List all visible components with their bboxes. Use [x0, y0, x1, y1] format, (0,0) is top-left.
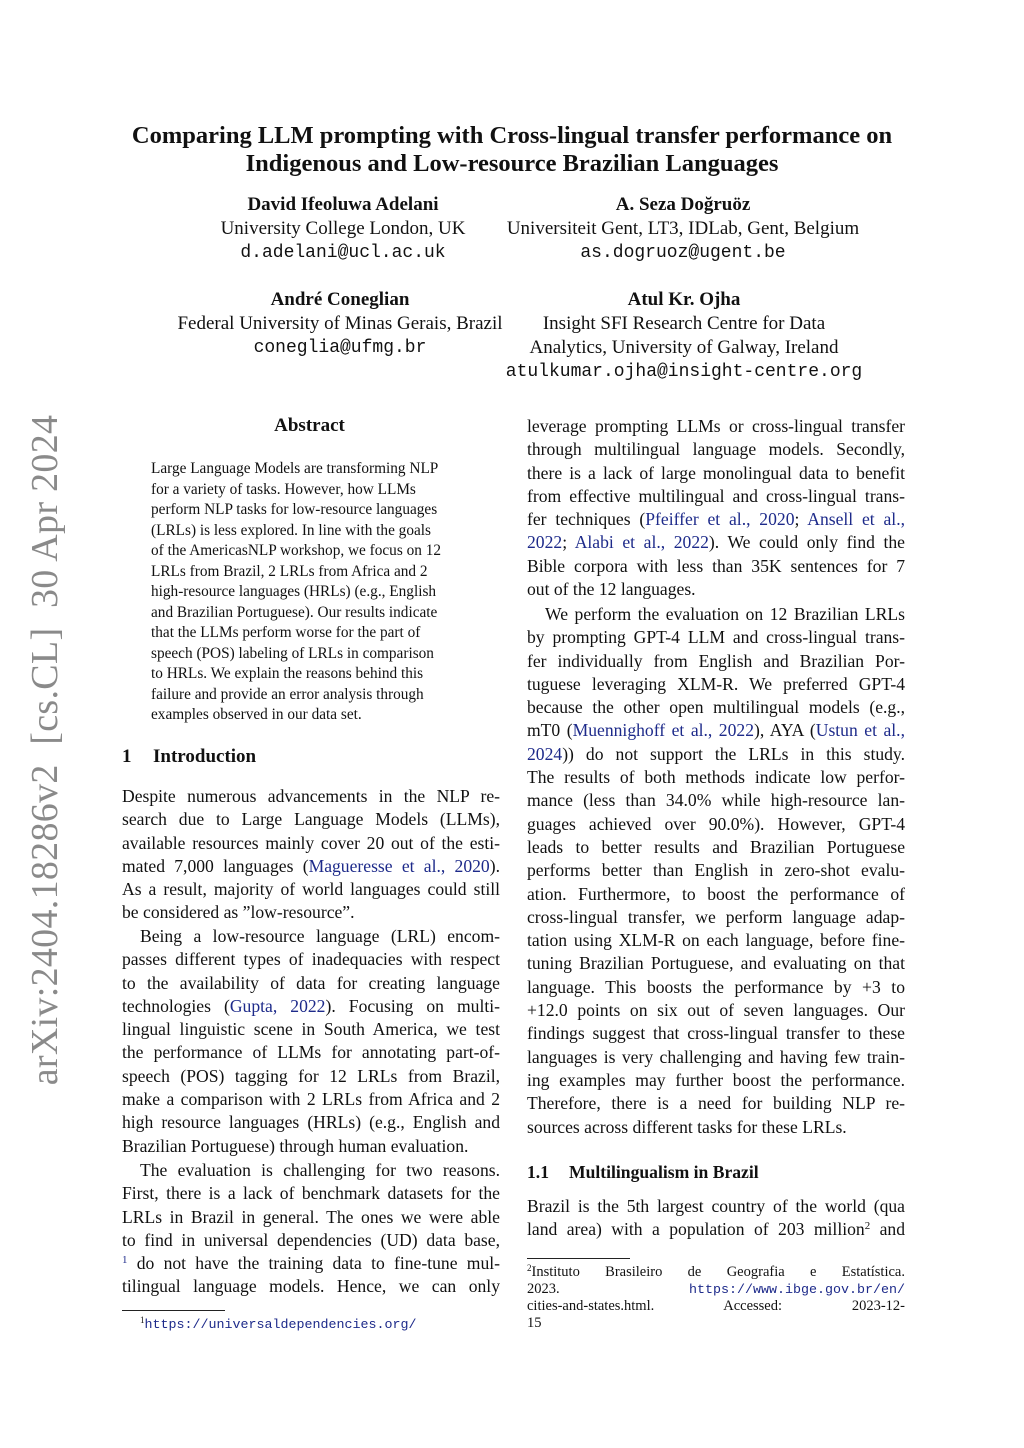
- text-line: tuguese leveraging XLM-R. We preferred GPT-4: [527, 673, 905, 694]
- text-line: leverage prompting LLMs or cross-lingual transfer: [527, 416, 905, 436]
- paper-title: [0, 122, 1024, 178]
- text-line: 15: [527, 1315, 542, 1331]
- text-line: $^1$https://universaldependencies.org/: [140, 1315, 417, 1333]
- url-link[interactable]: https://www.ibge.gov.br/en/: [689, 1283, 905, 1298]
- text-line: out of the 12 languages.: [527, 579, 696, 600]
- author-email[interactable]: as.dogruoz@ugent.be: [580, 243, 786, 263]
- text-line: high resource languages (HRLs) (e.g., English and: [122, 1112, 500, 1133]
- body-paragraph: [527, 415, 905, 601]
- text-line: of the AmericasNLP workshop, we focus on 12: [151, 542, 442, 559]
- intro-paragraph: [122, 925, 500, 1158]
- subsection-number: 1.1: [527, 1162, 549, 1182]
- text-line: for a variety of tasks. However, how LLMs: [151, 480, 416, 498]
- citation-link[interactable]: Magueresse et al., 2020: [308, 855, 490, 876]
- arxiv-stamp: arXiv:2404.18286v2 [cs.CL] 30 Apr 2024: [24, 414, 66, 1086]
- intro-paragraph: [122, 785, 500, 925]
- text-line: Despite numerous advancements in the NLP re-: [122, 786, 500, 806]
- text-line: technologies (Gupta, 2022). Focusing on multi-: [122, 995, 501, 1016]
- section-title: Introduction: [153, 746, 257, 767]
- abstract-heading: Abstract: [274, 415, 345, 436]
- text-line: guages achieved over 90.0%). However, GPT-4: [527, 813, 905, 834]
- text-line: make a comparison with 2 LRLs from Africa and 2: [122, 1089, 500, 1110]
- text-line: and Brazilian Portuguese). Our results indicate: [151, 603, 438, 621]
- footnote-2: [527, 1264, 905, 1332]
- text-line: LRLs in Brazil in general. The ones we were able: [122, 1206, 500, 1227]
- citation-link[interactable]: Gupta, 2022: [229, 995, 326, 1016]
- text-line: $^1$ do not have the training data to fine-tune mul-: [122, 1253, 500, 1274]
- section-heading-introduction: [122, 746, 256, 768]
- text-line: leads to better results and Brazilian Portuguese: [527, 836, 905, 857]
- text-line: speech (POS) tagging for 12 LRLs from Brazil,: [122, 1065, 500, 1086]
- text-line: that the LLMs perform worse for the part of: [151, 624, 421, 641]
- text-line: tilingual language models. Hence, we can only: [122, 1276, 500, 1297]
- author-name: A. Seza Doğruöz: [615, 194, 751, 215]
- citation-link[interactable]: Alabi et al., 2022: [574, 532, 709, 553]
- text-line: there is a lack of large monolingual data to benefit: [527, 462, 905, 483]
- text-line: through multilingual language models. Secondly,: [527, 439, 905, 460]
- citation-link[interactable]: 2024: [527, 743, 563, 764]
- citation-link[interactable]: 1: [122, 1254, 128, 1267]
- text-line: be considered as ”low-resource”.: [122, 902, 355, 923]
- text-line: ation. Furthermore, to boost the performance of: [527, 883, 905, 904]
- text-line: Brazilian Portuguese) through human evaluation.: [122, 1135, 469, 1156]
- text-line: search due to Large Language Models (LLMs),: [122, 809, 500, 830]
- text-line: to HRLs. We explain the reasons behind this: [151, 665, 424, 682]
- text-line: Brazil is the 5th largest country of the world (qua: [527, 1196, 905, 1216]
- author-email[interactable]: d.adelani@ucl.ac.uk: [240, 243, 446, 263]
- author-affiliation: Universiteit Gent, LT3, IDLab, Gent, Belgium: [506, 218, 860, 239]
- author-email[interactable]: atulkumar.ojha@insight-centre.org: [505, 362, 863, 382]
- text-line: +12.0 points on six out of seven languages. Our: [527, 1000, 905, 1021]
- text-line: findings suggest that cross-lingual transfer to these: [527, 1023, 905, 1044]
- citation-link[interactable]: Muennighoff et al., 2022: [572, 720, 754, 741]
- text-line: ing examples may further boost the performance.: [527, 1069, 905, 1090]
- text-line: mance (less than 34.0% while high-resource lan-: [527, 790, 905, 811]
- body-paragraph: [527, 1195, 905, 1242]
- subsection-heading: [527, 1162, 759, 1183]
- text-line: language. This boosts the performance by +3 to: [527, 976, 905, 997]
- text-line: because the other open multilingual models (e.g.,: [527, 697, 905, 718]
- footnote-rule: [122, 1310, 225, 1311]
- text-line: The evaluation is challenging for two reasons.: [140, 1160, 500, 1180]
- url-link[interactable]: https://universaldependencies.org/: [144, 1318, 417, 1333]
- text-line: languages is very challenging and having few train-: [527, 1046, 905, 1067]
- citation-link[interactable]: Ustun et al.,: [815, 720, 905, 741]
- author-block: [470, 288, 898, 384]
- author-name: Atul Kr. Ojha: [627, 289, 741, 310]
- abstract-body: [151, 459, 468, 726]
- text-line: passes different types of inadequacies with respect: [122, 949, 500, 970]
- author-affiliation: Analytics, University of Galway, Ireland: [529, 337, 839, 358]
- citation-link[interactable]: Ansell et al.,: [807, 509, 905, 530]
- text-line: 2024)) do not support the LRLs in this study.: [527, 743, 905, 764]
- author-affiliation: Federal University of Minas Gerais, Brazil: [177, 313, 503, 334]
- text-line: lingual linguistic scene in South America, we test: [122, 1019, 500, 1040]
- text-line: to find in universal dependencies (UD) data base,: [122, 1229, 500, 1250]
- title-line-2: Indigenous and Low-resource Brazilian Languages: [245, 150, 779, 177]
- text-line: examples observed in our data set.: [151, 706, 362, 723]
- text-line: 2023. https://www.ibge.gov.br/en/: [527, 1281, 905, 1298]
- text-line: mT0 (Muennighoff et al., 2022), AYA (Ustun et al.,: [527, 720, 905, 741]
- text-line: The results of both methods indicate low perfor-: [527, 767, 905, 788]
- text-line: performs better than English in zero-shot evalu-: [527, 860, 905, 881]
- author-name: André Coneglian: [270, 289, 410, 310]
- text-line: fer individually from English and Brazilian Por-: [527, 650, 905, 671]
- text-line: tation using XLM-R on each language, before fine-: [527, 930, 905, 951]
- text-line: speech (POS) labeling of LRLs in comparison: [151, 644, 434, 662]
- section-number: 1: [122, 746, 132, 767]
- text-line: available resources mainly cover 20 out of the esti-: [122, 832, 500, 853]
- author-block: [480, 193, 886, 265]
- text-line: cross-lingual transfer, we perform language adap-: [527, 906, 905, 927]
- text-line: (LRLs) is less explored. In line with the goals: [151, 521, 431, 539]
- text-line: sources across different tasks for these LRLs.: [527, 1116, 847, 1137]
- text-line: cities-and-states.html. Accessed: 2023-12-: [527, 1298, 905, 1314]
- author-affiliation: University College London, UK: [220, 218, 466, 239]
- body-paragraph: [527, 603, 905, 1139]
- text-line: the performance of LLMs for annotating part-of-: [122, 1042, 500, 1063]
- text-line: fer techniques (Pfeiffer et al., 2020; Ansell et al.,: [527, 509, 905, 530]
- citation-link[interactable]: Pfeiffer et al., 2020: [645, 509, 795, 530]
- text-line: Therefore, there is a need for building NLP re-: [527, 1093, 905, 1114]
- text-line: high-resource languages (HRLs) (e.g., English: [151, 583, 437, 600]
- author-block: [200, 193, 486, 265]
- text-line: Being a low-resource language (LRL) encom-: [140, 926, 500, 946]
- text-line: $^2$Instituto Brasileiro de Geografia e Estatística.: [527, 1263, 905, 1280]
- text-line: to the availability of data for creating language: [122, 972, 500, 993]
- citation-link[interactable]: 2022: [527, 532, 563, 553]
- text-line: First, there is a lack of benchmark datasets for the: [122, 1183, 500, 1204]
- author-affiliation: Insight SFI Research Centre for Data: [542, 313, 826, 334]
- text-line: As a result, majority of world languages could still: [122, 879, 500, 900]
- author-name: David Ifeoluwa Adelani: [247, 194, 439, 215]
- text-line: Bible corpora with less than 35K sentences for 7: [527, 555, 905, 576]
- text-line: land area) with a population of 203 million$^2$ and: [527, 1219, 905, 1240]
- text-line: perform NLP tasks for low-resource languages: [151, 501, 438, 518]
- text-line: tuning Brazilian Portuguese, and evaluating on that: [527, 953, 905, 974]
- text-line: from effective multilingual and cross-lingual trans-: [527, 485, 905, 506]
- text-line: 2022; Alabi et al., 2022). We could only find the: [527, 532, 905, 553]
- text-line: failure and provide an error analysis through: [151, 685, 424, 703]
- subsection-title: Multilingualism in Brazil: [569, 1162, 759, 1182]
- author-email[interactable]: coneglia@ufmg.br: [253, 338, 427, 358]
- footnote-1: [140, 1316, 500, 1333]
- text-line: Large Language Models are transforming NLP: [151, 460, 439, 477]
- intro-paragraph: [122, 1159, 500, 1299]
- footnote-rule: [527, 1258, 630, 1259]
- text-line: We perform the evaluation on 12 Brazilian LRLs: [545, 604, 905, 624]
- text-line: by prompting GPT-4 LLM and cross-lingual trans-: [527, 627, 905, 648]
- title-line-1: Comparing LLM prompting with Cross-lingual transfer performance on: [131, 122, 893, 149]
- text-line: mated 7,000 languages (Magueresse et al., 2020).: [122, 855, 500, 876]
- text-line: LRLs from Brazil, 2 LRLs from Africa and 2: [151, 562, 428, 580]
